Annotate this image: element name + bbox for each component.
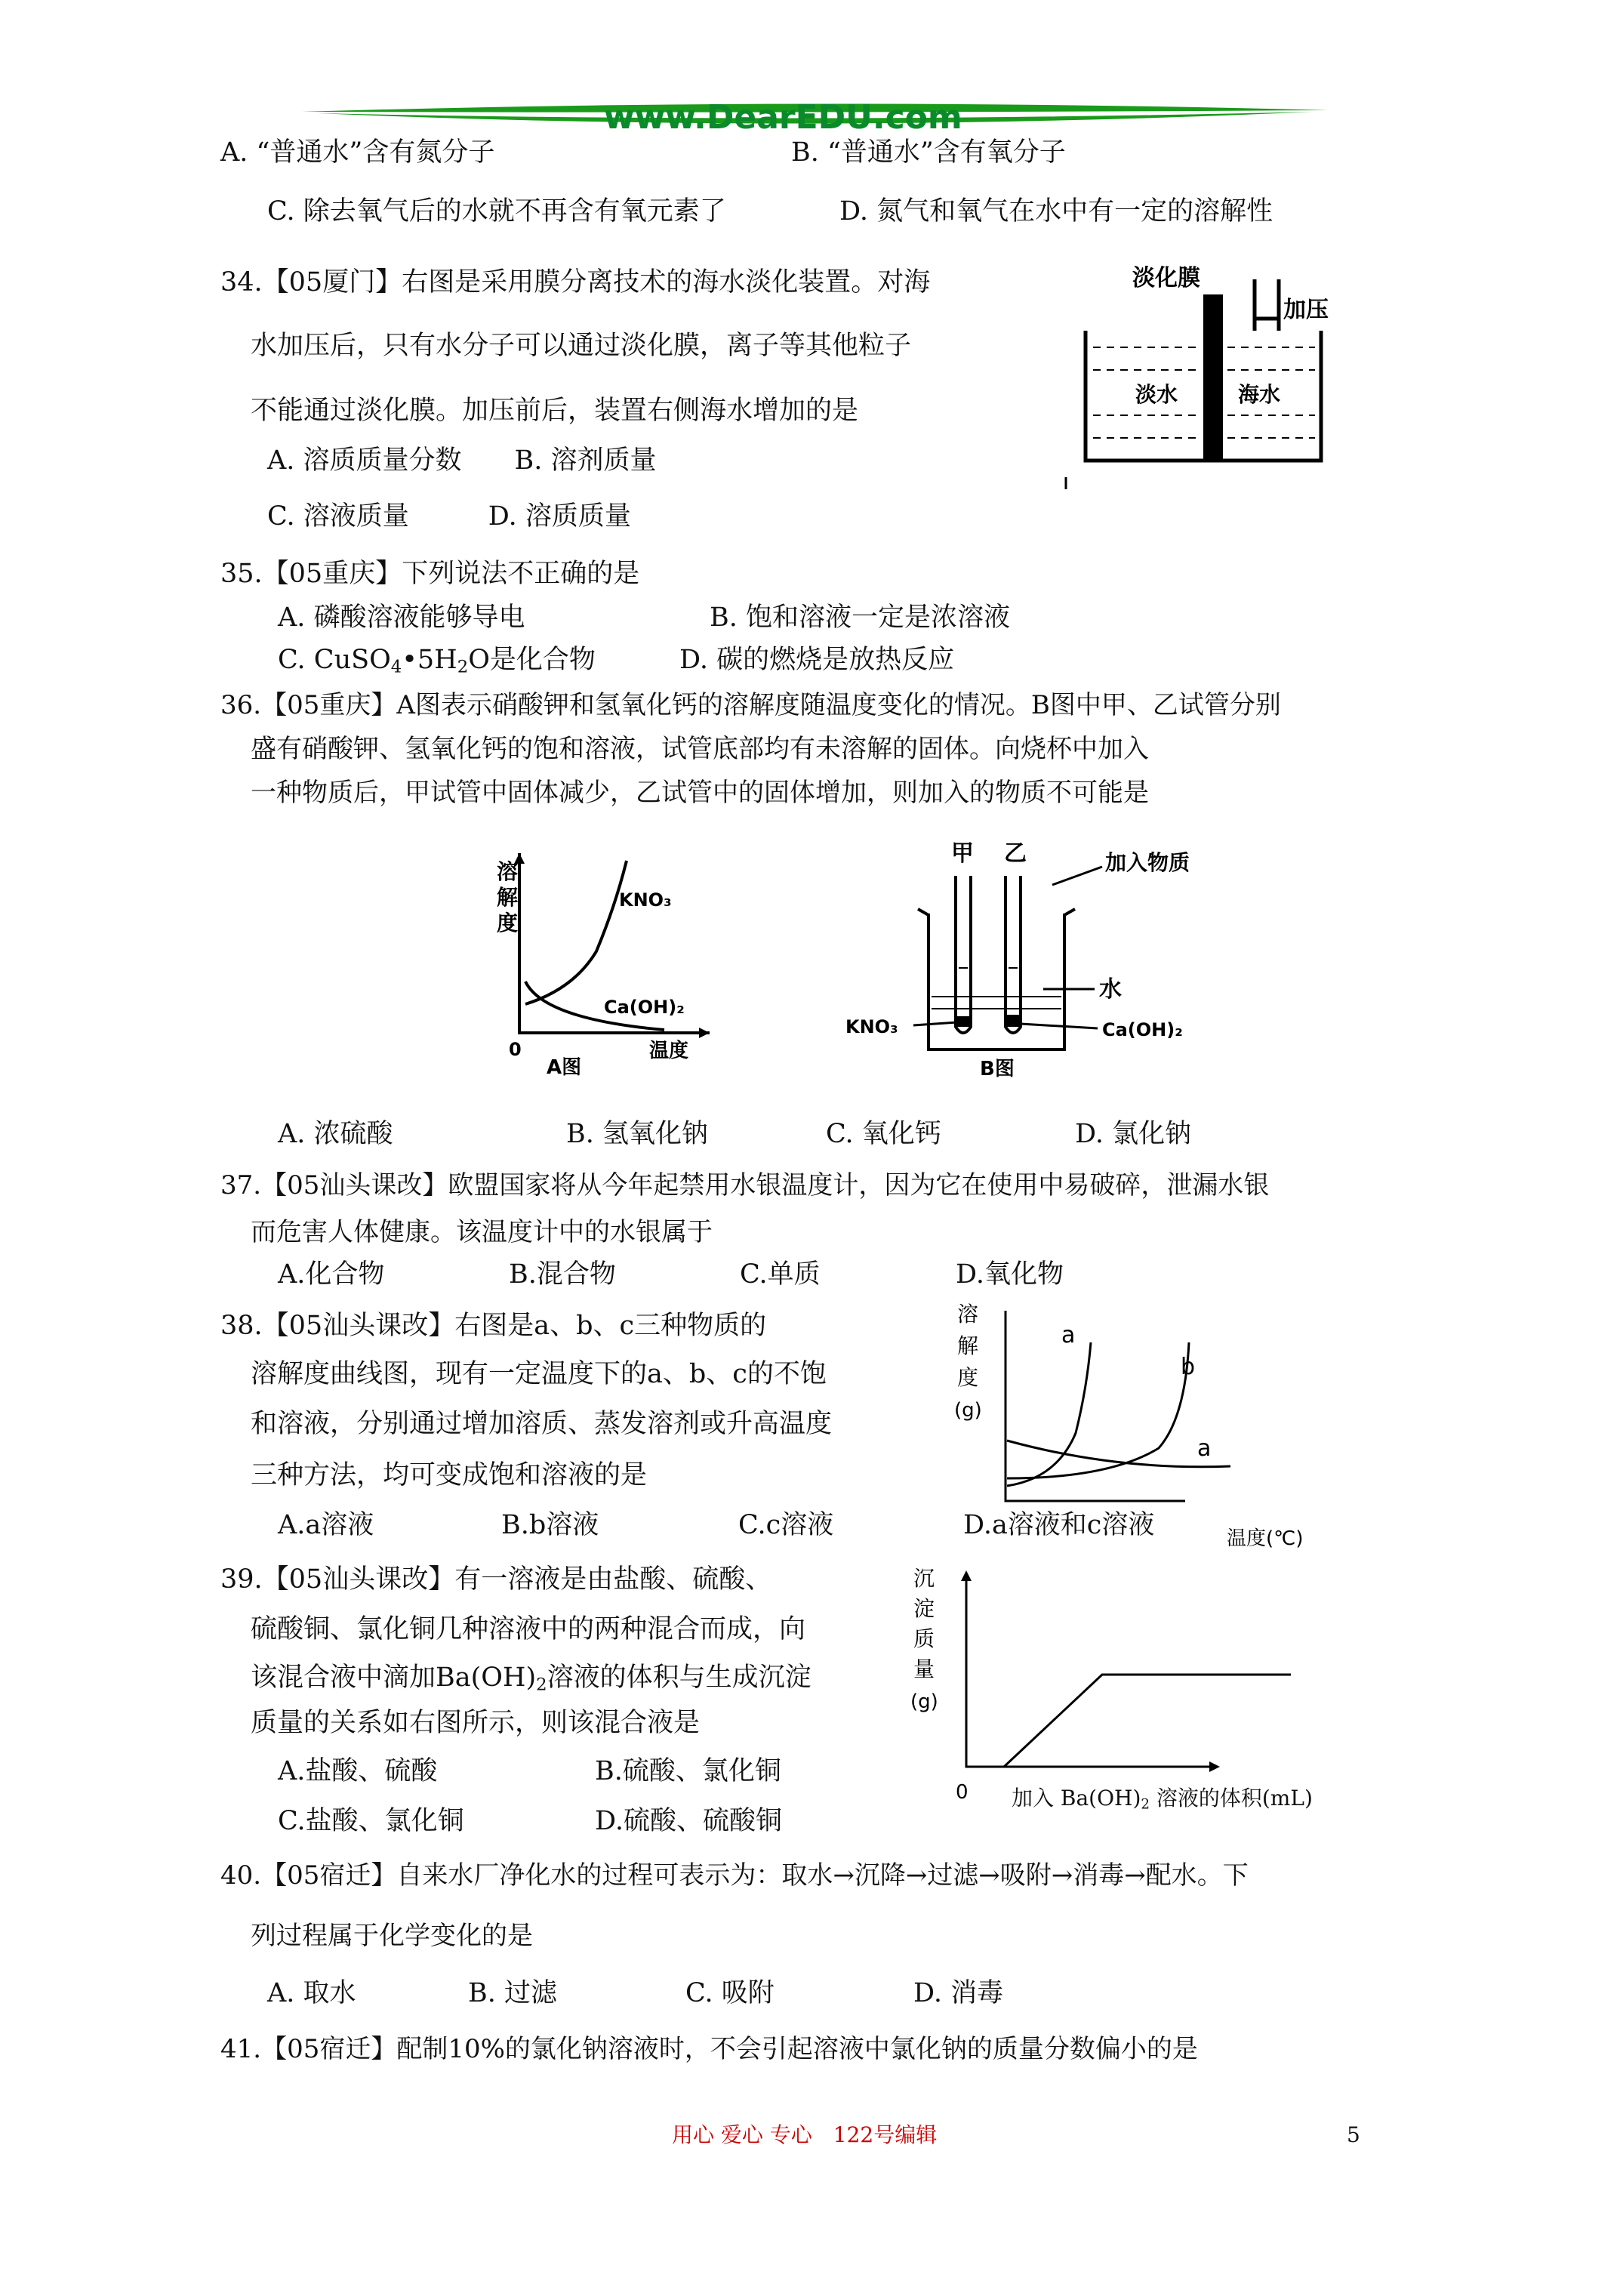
q36-line-2: 盛有硝酸钾、氢氧化钙的饱和溶液，试管底部均有未溶解的固体。向烧杯中加入: [251, 734, 1149, 764]
q36-b-jia-label: 甲: [951, 840, 974, 867]
q38-ylabel-3: 度: [957, 1365, 979, 1390]
q39-precipitate-line: [1004, 1675, 1291, 1767]
q39-ylabel-2: 淀: [913, 1596, 935, 1621]
q34-membrane: [1203, 294, 1223, 461]
q38-option-b: B.b溶液: [501, 1510, 599, 1540]
q39-origin: 0: [956, 1781, 969, 1804]
q41-stem: 41.【05宿迁】配制10%的氯化钠溶液时，不会引起溶液中氯化钠的质量分数偏小的是: [220, 2034, 1198, 2064]
q39-ylabel-5: (g): [910, 1690, 938, 1713]
q33-option-c: C. 除去氧气后的水就不再含有氧元素了: [267, 196, 726, 227]
q36-a-ylabel-2: 解: [497, 885, 519, 910]
q39-ylabel-4: 量: [913, 1657, 935, 1681]
q39-ylabel-1: 沉: [913, 1566, 935, 1591]
q34-piston-wall: [1255, 279, 1279, 331]
q36-kno3-curve: [525, 861, 627, 1004]
q40-option-b: B. 过滤: [468, 1978, 557, 2008]
q34-figure: [1057, 257, 1344, 491]
q38-ylabel-4: (g): [954, 1399, 982, 1422]
q34-options-row-1: A. 溶质质量分数 B. 溶剂质量: [267, 445, 657, 476]
q36-figure-a: [483, 846, 732, 1095]
q39-xlabel: 加入 $Ba(OH)_2$ 溶液的体积(mL): [1012, 1786, 1313, 1813]
q36-a-xlabel: 温度: [649, 1040, 689, 1062]
q36-a-caoh-label: Ca(OH)₂: [604, 997, 685, 1018]
q38-curve-a-steep: [1007, 1342, 1091, 1486]
footer-text: 用心 爱心 专心 122号编辑: [672, 2122, 938, 2147]
q35-option-d: D. 碳的燃烧是放热反应: [679, 645, 955, 675]
q38-ylabel-2: 解: [957, 1333, 979, 1358]
q33-option-d: D. 氮气和氧气在水中有一定的溶解性: [839, 196, 1273, 227]
q36-b-caption: B图: [980, 1058, 1015, 1080]
q38-ylabel-1: 溶: [957, 1302, 979, 1327]
q34-line-2: 水加压后，只有水分子可以通过淡化膜，离子等其他粒子: [251, 331, 912, 361]
q34-line-1: 34.【05厦门】右图是采用膜分离技术的海水淡化装置。对海: [220, 267, 931, 297]
q36-option-b: B. 氢氧化钠: [566, 1119, 708, 1149]
q34-pressure-label: 加压: [1283, 297, 1329, 323]
q36-beaker: [929, 914, 1064, 1049]
q38-curve-label-3: a: [1197, 1435, 1212, 1462]
q37-option-a: A.化合物: [278, 1259, 385, 1290]
q35-option-a: A. 磷酸溶液能够导电: [278, 603, 525, 633]
q37-option-c: C.单质: [740, 1259, 821, 1290]
header-logo-text: www.DearEDU.com: [604, 98, 962, 137]
q38-option-d: D.a溶液和c溶液: [963, 1510, 1155, 1540]
q36-option-c: C. 氧化钙: [826, 1119, 941, 1149]
q37-option-b: B.混合物: [509, 1259, 616, 1290]
q39-line-3: 该混合液中滴加$Ba(OH)_2$溶液的体积与生成沉淀: [251, 1663, 812, 1695]
q34-membrane-label: 淡化膜: [1132, 265, 1200, 291]
q36-a-ylabel-3: 度: [497, 911, 519, 935]
q38-xlabel: 温度(℃): [1227, 1527, 1304, 1550]
q36-a-caption: A图: [547, 1056, 582, 1079]
q38-curve-label-2: b: [1181, 1354, 1196, 1380]
q38-curve-b: [1007, 1342, 1189, 1478]
q36-option-a: A. 浓硫酸: [278, 1119, 393, 1149]
q40-option-c: C. 吸附: [685, 1978, 775, 2008]
q37-line-2: 而危害人体健康。该温度计中的水银属于: [251, 1217, 713, 1247]
q36-b-yi-label: 乙: [1004, 840, 1027, 867]
q39-option-a: A.盐酸、硫酸: [278, 1756, 438, 1786]
q38-figure: [944, 1297, 1336, 1554]
q35-option-c: C. $CuSO_4•5H_2O$是化合物: [278, 645, 596, 677]
q38-line-2: 溶解度曲线图，现有一定温度下的a、b、c的不饱: [251, 1359, 827, 1389]
q34-freshwater-label: 淡水: [1135, 382, 1178, 407]
q36-a-ylabel-1: 溶: [497, 859, 519, 884]
q36-a-kno3-label: KNO₃: [619, 889, 672, 911]
q36-line-3: 一种物质后，甲试管中固体减少，乙试管中的固体增加，则加入的物质不可能是: [251, 778, 1149, 808]
q38-option-c: C.c溶液: [738, 1510, 834, 1540]
q39-line-2: 硫酸铜、氯化铜几种溶液中的两种混合而成，向: [251, 1614, 806, 1644]
q35-option-b: B. 饱和溶液一定是浓溶液: [710, 603, 1010, 633]
q36-line-1: 36.【05重庆】A图表示硝酸钾和氢氧化钙的溶解度随温度变化的情况。B图中甲、乙试管分别: [220, 690, 1281, 720]
q38-option-a: A.a溶液: [278, 1510, 374, 1540]
q39-option-c: C.盐酸、氯化铜: [278, 1806, 464, 1836]
q33-option-b: B. “普通水”含有氧分子: [791, 137, 1066, 168]
q34-line-3: 不能通过淡化膜。加压前后，装置右侧海水增加的是: [251, 396, 859, 426]
q40-line-2: 列过程属于化学变化的是: [251, 1921, 533, 1951]
q39-line-4: 质量的关系如右图所示，则该混合液是: [251, 1708, 701, 1738]
q40-option-d: D. 消毒: [913, 1978, 1004, 2008]
q39-option-d: D.硫酸、硫酸铜: [595, 1806, 782, 1836]
q40-option-a: A. 取水: [267, 1978, 356, 2008]
q35-stem: 35.【05重庆】下列说法不正确的是: [220, 559, 640, 589]
q34-options-row-2: C. 溶液质量 D. 溶质质量: [267, 501, 631, 532]
page-number: 5: [1347, 2122, 1360, 2147]
q37-option-d: D.氧化物: [956, 1259, 1064, 1290]
q36-a-origin: 0: [509, 1039, 522, 1060]
q39-option-b: B.硫酸、氯化铜: [595, 1756, 781, 1786]
q36-b-added-label: 加入物质: [1105, 850, 1190, 875]
q34-seawater-label: 海水: [1238, 382, 1281, 407]
q36-b-water-label: 水: [1099, 976, 1122, 1003]
q36-figure-b: [845, 831, 1238, 1095]
q36-option-d: D. 氯化钠: [1075, 1119, 1192, 1149]
q37-line-1: 37.【05汕头课改】欧盟国家将从今年起禁用水银温度计，因为它在使用中易破碎，泄漏水银: [220, 1170, 1270, 1200]
q36-b-kno3-label: KNO₃: [845, 1016, 898, 1037]
q38-curve-label-1: a: [1061, 1322, 1076, 1348]
q38-line-3: 和溶液，分别通过增加溶质、蒸发溶剂或升高温度: [251, 1409, 833, 1439]
q36-b-caoh-label: Ca(OH)₂: [1102, 1019, 1183, 1040]
q38-line-4: 三种方法，均可变成饱和溶液的是: [251, 1460, 648, 1490]
q38-line-1: 38.【05汕头课改】右图是a、b、c三种物质的: [220, 1311, 767, 1341]
q39-line-1: 39.【05汕头课改】有一溶液是由盐酸、硫酸、: [220, 1564, 772, 1595]
q33-option-a: A. “普通水”含有氮分子: [220, 137, 495, 168]
q40-line-1: 40.【05宿迁】自来水厂净化水的过程可表示为：取水→沉降→过滤→吸附→消毒→配水。下: [220, 1860, 1249, 1891]
q39-ylabel-3: 质: [913, 1626, 935, 1651]
